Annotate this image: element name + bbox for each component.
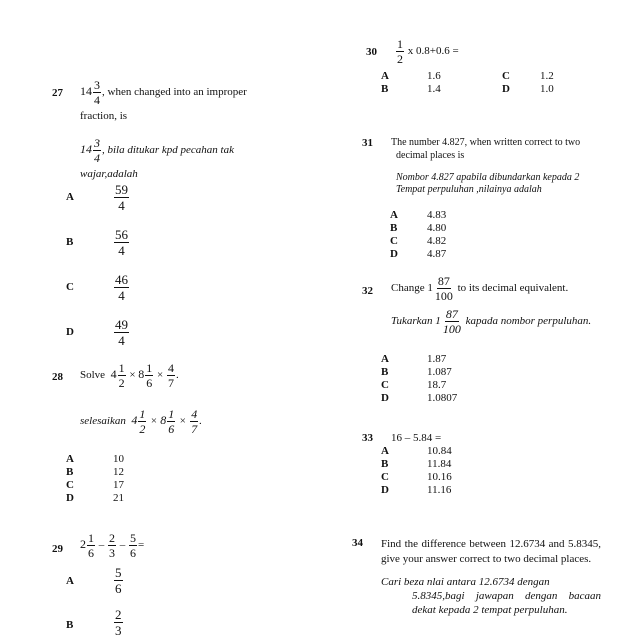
q31-option-d-letter[interactable]: D [390, 248, 398, 260]
q31-option-b-value[interactable]: 4.80 [427, 222, 447, 234]
q33-option-b-value[interactable]: 11.84 [427, 458, 452, 470]
q28-option-c-letter[interactable]: C [66, 479, 74, 491]
q27-whole: 14 [80, 84, 92, 99]
q27-stem-en [80, 79, 247, 106]
q27-option-b-letter[interactable]: B [66, 236, 74, 248]
q27-option-d-letter[interactable]: D [66, 326, 74, 338]
q27-text-ms: , bila ditukar kpd pecahan tak [102, 144, 234, 157]
q32-option-c-value[interactable]: 18.7 [427, 379, 447, 391]
q30-option-d-letter[interactable]: D [502, 83, 510, 95]
q30-expr: x 0.8+0.6 = [407, 45, 459, 58]
q34-text-en: Find the difference between 12.6734 and 5.8345, give your answer correct to two decimal places. [381, 538, 601, 565]
q30-option-d-value[interactable]: 1.0 [540, 83, 554, 95]
q27-number: 27 [52, 87, 63, 99]
q28-option-c-value[interactable]: 17 [113, 479, 124, 491]
q31-text-en: The number 4.827, when written correct to two [391, 137, 581, 148]
q30-option-c-value[interactable]: 1.2 [540, 70, 554, 82]
q29-option-b-letter[interactable]: B [66, 619, 74, 631]
q32-text-en: to its decimal equivalent. [457, 282, 569, 295]
q33-expr: 16 – 5.84 = [391, 432, 442, 444]
q28-number: 28 [52, 371, 63, 383]
q33-option-c-value[interactable]: 10.16 [427, 471, 452, 483]
q28-option-d-letter[interactable]: D [66, 492, 74, 504]
q34-text-ms: Cari beza nlai antara 12.6734 dengan [381, 576, 550, 588]
q34-number: 34 [352, 537, 363, 549]
q28-selesaikan: selesaikan [80, 415, 126, 428]
q33-option-c-letter[interactable]: C [381, 471, 389, 483]
q27-text-en: , when changed into an improper [102, 86, 247, 99]
q27-option-a-letter[interactable]: A [66, 191, 74, 203]
q33-option-b-letter[interactable]: B [381, 458, 389, 470]
q32-option-b-letter[interactable]: B [381, 366, 389, 378]
q29-option-a-value[interactable]: $\frac{5}{6}$ [115, 565, 122, 596]
q27-option-c-value[interactable]: $\frac{46}{4}$ [115, 272, 128, 303]
q33-option-d-letter[interactable]: D [381, 484, 389, 496]
q29-number: 29 [52, 543, 63, 555]
q32-option-c-letter[interactable]: C [381, 379, 389, 391]
q33-option-d-value[interactable]: 11.16 [427, 484, 452, 496]
q27-text-ms2: wajar,adalah [80, 168, 138, 180]
q31-option-a-letter[interactable]: A [390, 209, 398, 221]
q32-change: Change 1 [391, 282, 433, 295]
q32-option-b-value[interactable]: 1.087 [427, 366, 452, 378]
q32-number: 32 [362, 285, 373, 297]
q29-option-b-value[interactable]: $\frac{2}{3}$ [115, 607, 122, 638]
q32-option-d-letter[interactable]: D [381, 392, 389, 404]
q31-number: 31 [362, 137, 373, 149]
q30-number: 30 [366, 46, 377, 58]
q28-option-a-letter[interactable]: A [66, 453, 74, 465]
q31-option-c-letter[interactable]: C [390, 235, 398, 247]
q31-option-a-value[interactable]: 4.83 [427, 209, 447, 221]
q30-stem: $\frac{1}{2}$ x 0.8+0.6 = [397, 37, 459, 66]
q28-option-b-letter[interactable]: B [66, 466, 74, 478]
q33-option-a-value[interactable]: 10.84 [427, 445, 452, 457]
q31-text-ms: Nombor 4.827 apabila dibundarkan kepada 2 [396, 172, 580, 183]
q32-text-ms: kapada nombor perpuluhan. [465, 315, 592, 328]
q31-option-c-value[interactable]: 4.82 [427, 235, 447, 247]
q32-stem-en: Change 1 $\frac{87}{100}$ to its decimal equivalent. [391, 274, 569, 303]
q27-stem-ms: 14 $\frac{3}{4}$ , bila ditukar kpd pecahan tak [80, 136, 234, 165]
q27-text-en2: fraction, is [80, 110, 128, 122]
q32-option-a-letter[interactable]: A [381, 353, 389, 365]
q31-text-en2: decimal places is [396, 150, 465, 161]
q32-stem-ms: Tukarkan 1 $\frac{87}{100}$ kapada nombor perpuluhan. [391, 307, 592, 336]
q30-option-b-letter[interactable]: B [381, 83, 389, 95]
q29-stem: 2 $\frac{1}{6}$ – $\frac{2}{3}$ – $\frac{5}{6}$ = [80, 531, 145, 560]
q28-option-a-value[interactable]: 10 [113, 453, 124, 465]
q32-option-d-value[interactable]: 1.0807 [427, 392, 458, 404]
q32-option-a-value[interactable]: 1.87 [427, 353, 447, 365]
q30-option-a-value[interactable]: 1.6 [427, 70, 441, 82]
q30-option-c-letter[interactable]: C [502, 70, 510, 82]
q31-option-b-letter[interactable]: B [390, 222, 398, 234]
q28-option-b-value[interactable]: 12 [113, 466, 124, 478]
q28-stem-en: Solve 4 $\frac{1}{2}$ × 8 $\frac{1}{6}$ × $\frac{4}{7}$ . [80, 361, 179, 390]
q29-option-a-letter[interactable]: A [66, 575, 74, 587]
q27-option-a-value[interactable]: $\frac{59}{4}$ [115, 182, 128, 213]
q28-solve: Solve [80, 369, 106, 382]
q30-option-a-letter[interactable]: A [381, 70, 389, 82]
q33-number: 33 [362, 432, 373, 444]
q28-stem-ms: selesaikan 4 $\frac{1}{2}$ × 8 $\frac{1}{6}$ × $\frac{4}{7}$ . [80, 407, 202, 436]
q33-option-a-letter[interactable]: A [381, 445, 389, 457]
q28-option-d-value[interactable]: 21 [113, 492, 124, 504]
q30-option-b-value[interactable]: 1.4 [427, 83, 441, 95]
q27-option-d-value[interactable]: $\frac{49}{4}$ [115, 317, 128, 348]
q27-fraction: $\frac{3}{4}$ [94, 78, 100, 107]
q31-text-ms2: Tempat perpuluhan ,nilainya adalah [396, 184, 542, 195]
q32-tukar: Tukarkan 1 [391, 315, 441, 328]
q34-text-ms2: 5.8345,bagi jawapan dengan bacaan dekat kepada 2 tempat perpuluhan. [412, 590, 601, 616]
q27-option-c-letter[interactable]: C [66, 281, 74, 293]
q27-option-b-value[interactable]: $\frac{56}{4}$ [115, 227, 128, 258]
q31-option-d-value[interactable]: 4.87 [427, 248, 447, 260]
